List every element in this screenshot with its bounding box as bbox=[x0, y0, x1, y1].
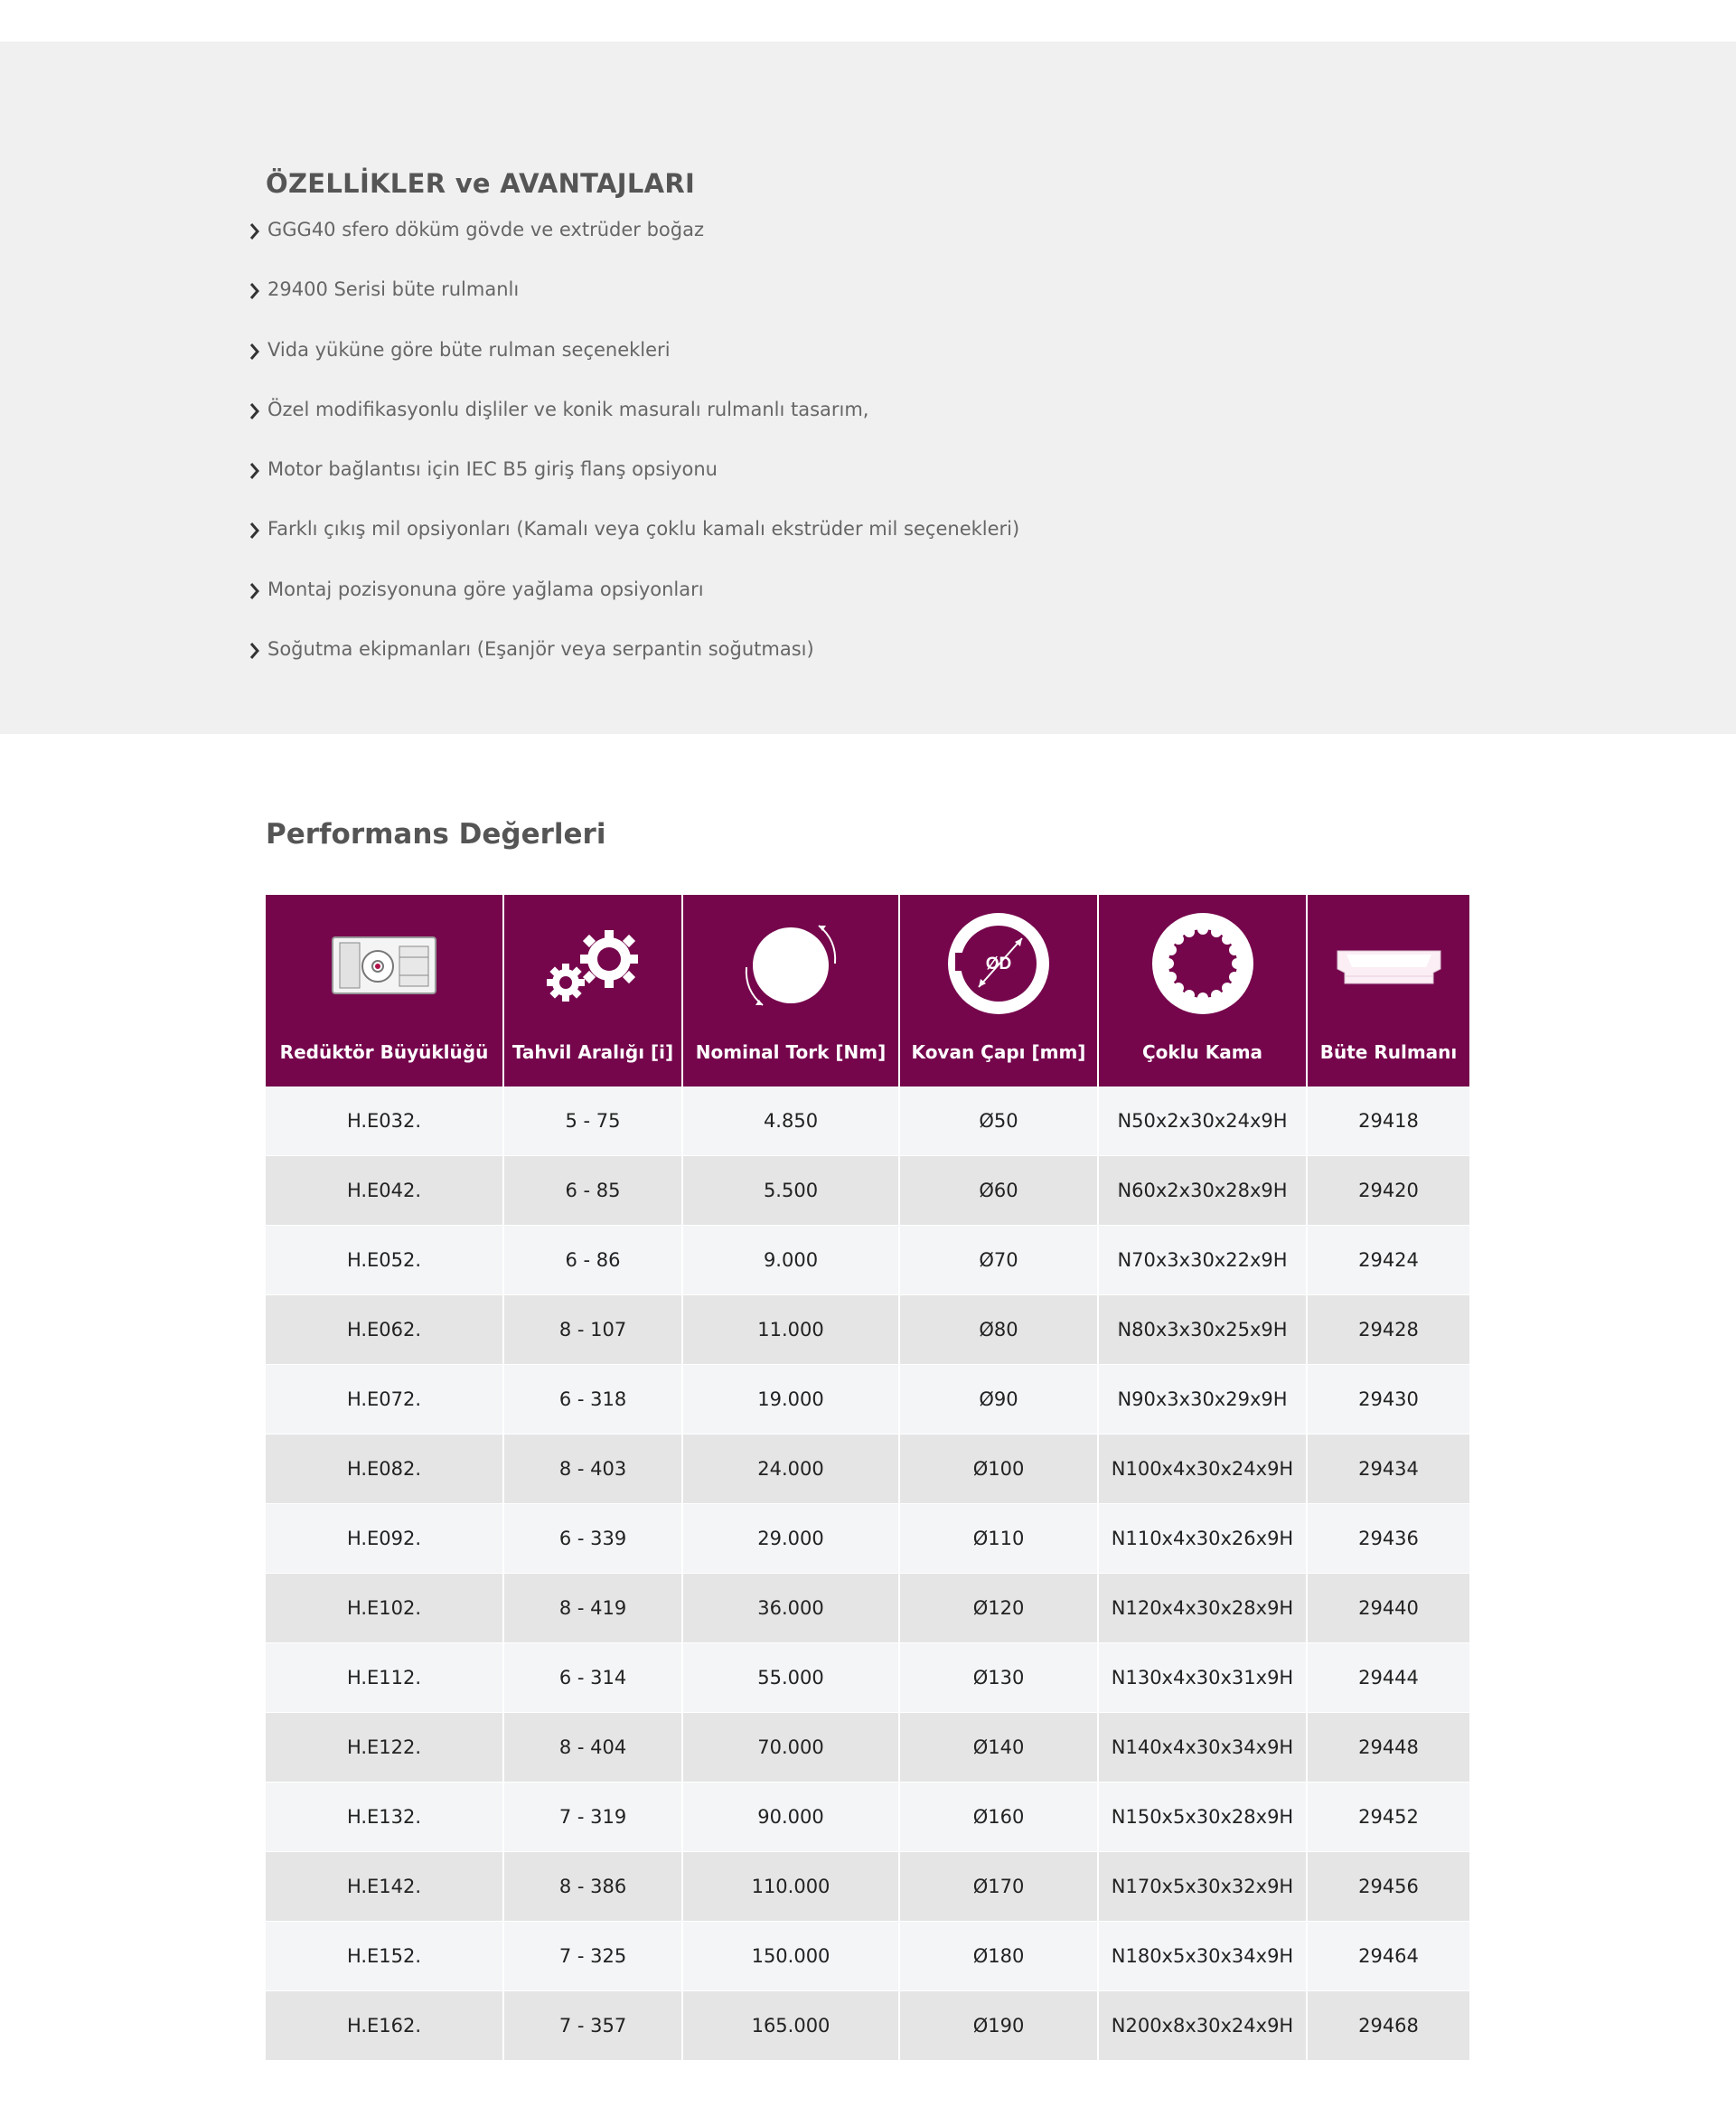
cell-torque: 90.000 bbox=[682, 1783, 899, 1852]
cell-spline: N170x5x30x32x9H bbox=[1098, 1852, 1307, 1922]
cell-size: H.E062. bbox=[266, 1295, 503, 1365]
cell-bore: Ø90 bbox=[899, 1365, 1098, 1435]
cell-size: H.E082. bbox=[266, 1435, 503, 1504]
header-cell-size bbox=[266, 895, 503, 1087]
cell-size: H.E102. bbox=[266, 1574, 503, 1643]
cell-spline: N70x3x30x22x9H bbox=[1098, 1226, 1307, 1295]
cell-torque: 36.000 bbox=[682, 1574, 899, 1643]
header-cell-torque bbox=[682, 895, 899, 1087]
cell-bearing: 29418 bbox=[1307, 1087, 1469, 1156]
cell-bore: Ø170 bbox=[899, 1852, 1098, 1922]
table-row bbox=[266, 1643, 1469, 1713]
table-row bbox=[266, 1435, 1469, 1504]
table-row bbox=[266, 1991, 1469, 2061]
gearbox-icon bbox=[331, 934, 437, 997]
cell-ratio: 6 - 85 bbox=[503, 1156, 682, 1226]
table-row bbox=[266, 1226, 1469, 1295]
header-cell-bearing bbox=[1307, 895, 1469, 1087]
header-cell-spline bbox=[1098, 895, 1307, 1087]
cell-bearing: 29464 bbox=[1307, 1922, 1469, 1991]
cell-spline: N150x5x30x28x9H bbox=[1098, 1783, 1307, 1852]
cell-spline: N50x2x30x24x9H bbox=[1098, 1087, 1307, 1156]
table-row bbox=[266, 1713, 1469, 1783]
cell-spline: N90x3x30x29x9H bbox=[1098, 1365, 1307, 1435]
cell-bearing: 29448 bbox=[1307, 1713, 1469, 1783]
cell-size: H.E032. bbox=[266, 1087, 503, 1156]
table-row bbox=[266, 1365, 1469, 1435]
performance-table bbox=[266, 895, 1469, 2061]
feature-text: Soğutma ekipmanları (Eşanjör veya serpantin soğutması) bbox=[267, 638, 814, 661]
cell-size: H.E122. bbox=[266, 1713, 503, 1783]
cell-bore: Ø190 bbox=[899, 1991, 1098, 2061]
feature-text: 29400 Serisi büte rulmanlı bbox=[267, 278, 520, 301]
cell-ratio: 6 - 339 bbox=[503, 1504, 682, 1574]
torque-icon bbox=[732, 911, 849, 1020]
cell-bore: Ø70 bbox=[899, 1226, 1098, 1295]
cell-bore: Ø110 bbox=[899, 1504, 1098, 1574]
cell-spline: N180x5x30x34x9H bbox=[1098, 1922, 1307, 1991]
cell-spline: N200x8x30x24x9H bbox=[1098, 1991, 1307, 2061]
feature-text: Özel modifikasyonlu dişliler ve konik masuralı rulmanlı tasarım, bbox=[267, 398, 869, 420]
table-row bbox=[266, 1922, 1469, 1991]
header-label: Tahvil Aralığı [i] bbox=[511, 1041, 674, 1063]
chevron-right-icon bbox=[244, 280, 266, 302]
performance-title: Performans Değerleri bbox=[266, 818, 606, 851]
cell-size: H.E092. bbox=[266, 1504, 503, 1574]
chevron-right-icon bbox=[244, 520, 266, 541]
cell-torque: 55.000 bbox=[682, 1643, 899, 1713]
feature-item bbox=[244, 278, 1019, 338]
table-row bbox=[266, 1504, 1469, 1574]
cell-bearing: 29420 bbox=[1307, 1156, 1469, 1226]
cell-size: H.E142. bbox=[266, 1852, 503, 1922]
cell-bore: Ø120 bbox=[899, 1574, 1098, 1643]
cell-ratio: 8 - 403 bbox=[503, 1435, 682, 1504]
cell-torque: 24.000 bbox=[682, 1435, 899, 1504]
feature-item bbox=[244, 518, 1019, 578]
table-row bbox=[266, 1783, 1469, 1852]
cell-bore: Ø80 bbox=[899, 1295, 1098, 1365]
cell-bearing: 29430 bbox=[1307, 1365, 1469, 1435]
feature-text: Montaj pozisyonuna göre yağlama opsiyonları bbox=[267, 578, 704, 600]
feature-item bbox=[244, 399, 1019, 458]
cell-ratio: 7 - 319 bbox=[503, 1783, 682, 1852]
cell-bore: Ø160 bbox=[899, 1783, 1098, 1852]
header-label: Büte Rulmanı bbox=[1319, 1041, 1458, 1063]
table-row bbox=[266, 1295, 1469, 1365]
table-row bbox=[266, 1156, 1469, 1226]
cell-torque: 29.000 bbox=[682, 1504, 899, 1574]
cell-bore: Ø100 bbox=[899, 1435, 1098, 1504]
cell-spline: N60x2x30x28x9H bbox=[1098, 1156, 1307, 1226]
cell-ratio: 6 - 314 bbox=[503, 1643, 682, 1713]
cell-ratio: 5 - 75 bbox=[503, 1087, 682, 1156]
cell-size: H.E112. bbox=[266, 1643, 503, 1713]
cell-bearing: 29428 bbox=[1307, 1295, 1469, 1365]
cell-ratio: 6 - 318 bbox=[503, 1365, 682, 1435]
feature-text: GGG40 sfero döküm gövde ve extrüder boğaz bbox=[267, 219, 704, 240]
feature-item bbox=[244, 579, 1019, 638]
header-cell-bore bbox=[899, 895, 1098, 1087]
cell-ratio: 7 - 357 bbox=[503, 1991, 682, 2061]
cell-torque: 150.000 bbox=[682, 1922, 899, 1991]
cell-torque: 110.000 bbox=[682, 1852, 899, 1922]
feature-item bbox=[244, 219, 1019, 278]
spline-icon bbox=[1150, 911, 1255, 1016]
cell-bore: Ø140 bbox=[899, 1713, 1098, 1783]
cell-bearing: 29452 bbox=[1307, 1783, 1469, 1852]
table-row bbox=[266, 1087, 1469, 1156]
header-label: Nominal Tork [Nm] bbox=[695, 1041, 887, 1063]
cell-torque: 9.000 bbox=[682, 1226, 899, 1295]
cell-spline: N110x4x30x26x9H bbox=[1098, 1504, 1307, 1574]
header-label: Kovan Çapı [mm] bbox=[911, 1041, 1086, 1063]
chevron-right-icon bbox=[244, 341, 266, 362]
cell-torque: 5.500 bbox=[682, 1156, 899, 1226]
cell-ratio: 6 - 86 bbox=[503, 1226, 682, 1295]
cell-spline: N120x4x30x28x9H bbox=[1098, 1574, 1307, 1643]
cell-torque: 4.850 bbox=[682, 1087, 899, 1156]
cell-torque: 19.000 bbox=[682, 1365, 899, 1435]
table-row bbox=[266, 1574, 1469, 1643]
feature-item bbox=[244, 458, 1019, 518]
cell-ratio: 8 - 419 bbox=[503, 1574, 682, 1643]
cell-bearing: 29444 bbox=[1307, 1643, 1469, 1713]
cell-ratio: 8 - 404 bbox=[503, 1713, 682, 1783]
header-cell-ratio bbox=[503, 895, 682, 1087]
cell-torque: 165.000 bbox=[682, 1991, 899, 2061]
feature-item bbox=[244, 339, 1019, 399]
features-title: ÖZELLİKLER ve AVANTAJLARI bbox=[266, 168, 696, 199]
cell-ratio: 7 - 325 bbox=[503, 1922, 682, 1991]
cell-spline: N100x4x30x24x9H bbox=[1098, 1435, 1307, 1504]
cell-bearing: 29424 bbox=[1307, 1226, 1469, 1295]
cell-spline: N80x3x30x25x9H bbox=[1098, 1295, 1307, 1365]
cell-spline: N140x4x30x34x9H bbox=[1098, 1713, 1307, 1783]
features-section bbox=[0, 42, 1736, 734]
cell-bearing: 29440 bbox=[1307, 1574, 1469, 1643]
header-label: Çoklu Kama bbox=[1141, 1041, 1263, 1063]
chevron-right-icon bbox=[244, 221, 266, 242]
header-label: Redüktör Büyüklüğü bbox=[279, 1041, 489, 1063]
bore-diameter-icon bbox=[946, 911, 1051, 1016]
cell-size: H.E162. bbox=[266, 1991, 503, 2061]
cell-ratio: 8 - 107 bbox=[503, 1295, 682, 1365]
cell-ratio: 8 - 386 bbox=[503, 1852, 682, 1922]
cell-bearing: 29456 bbox=[1307, 1852, 1469, 1922]
cell-bore: Ø50 bbox=[899, 1087, 1098, 1156]
chevron-right-icon bbox=[244, 580, 266, 602]
cell-size: H.E052. bbox=[266, 1226, 503, 1295]
cell-torque: 11.000 bbox=[682, 1295, 899, 1365]
cell-bore: Ø60 bbox=[899, 1156, 1098, 1226]
thrust-bearing-icon bbox=[1336, 938, 1442, 992]
gears-icon bbox=[539, 925, 647, 1006]
cell-size: H.E072. bbox=[266, 1365, 503, 1435]
feature-text: Motor bağlantısı için IEC B5 giriş flanş opsiyonu bbox=[267, 458, 718, 481]
cell-bearing: 29434 bbox=[1307, 1435, 1469, 1504]
feature-text: Farklı çıkış mil opsiyonları (Kamalı veya çoklu kamalı ekstrüder mil seçenekleri) bbox=[267, 518, 1020, 541]
feature-text: Vida yüküne göre büte rulman seçenekleri bbox=[267, 338, 671, 361]
cell-size: H.E042. bbox=[266, 1156, 503, 1226]
cell-bore: Ø180 bbox=[899, 1922, 1098, 1991]
feature-list bbox=[244, 219, 1019, 698]
table-row bbox=[266, 1852, 1469, 1922]
cell-torque: 70.000 bbox=[682, 1713, 899, 1783]
cell-size: H.E132. bbox=[266, 1783, 503, 1852]
feature-item bbox=[244, 638, 1019, 698]
cell-size: H.E152. bbox=[266, 1922, 503, 1991]
bore-icon-text: ØD bbox=[985, 955, 1012, 974]
chevron-right-icon bbox=[244, 400, 266, 422]
cell-bore: Ø130 bbox=[899, 1643, 1098, 1713]
cell-bearing: 29436 bbox=[1307, 1504, 1469, 1574]
table-header-row bbox=[266, 895, 1469, 1087]
chevron-right-icon bbox=[244, 640, 266, 662]
chevron-right-icon bbox=[244, 460, 266, 482]
cell-spline: N130x4x30x31x9H bbox=[1098, 1643, 1307, 1713]
cell-bearing: 29468 bbox=[1307, 1991, 1469, 2061]
